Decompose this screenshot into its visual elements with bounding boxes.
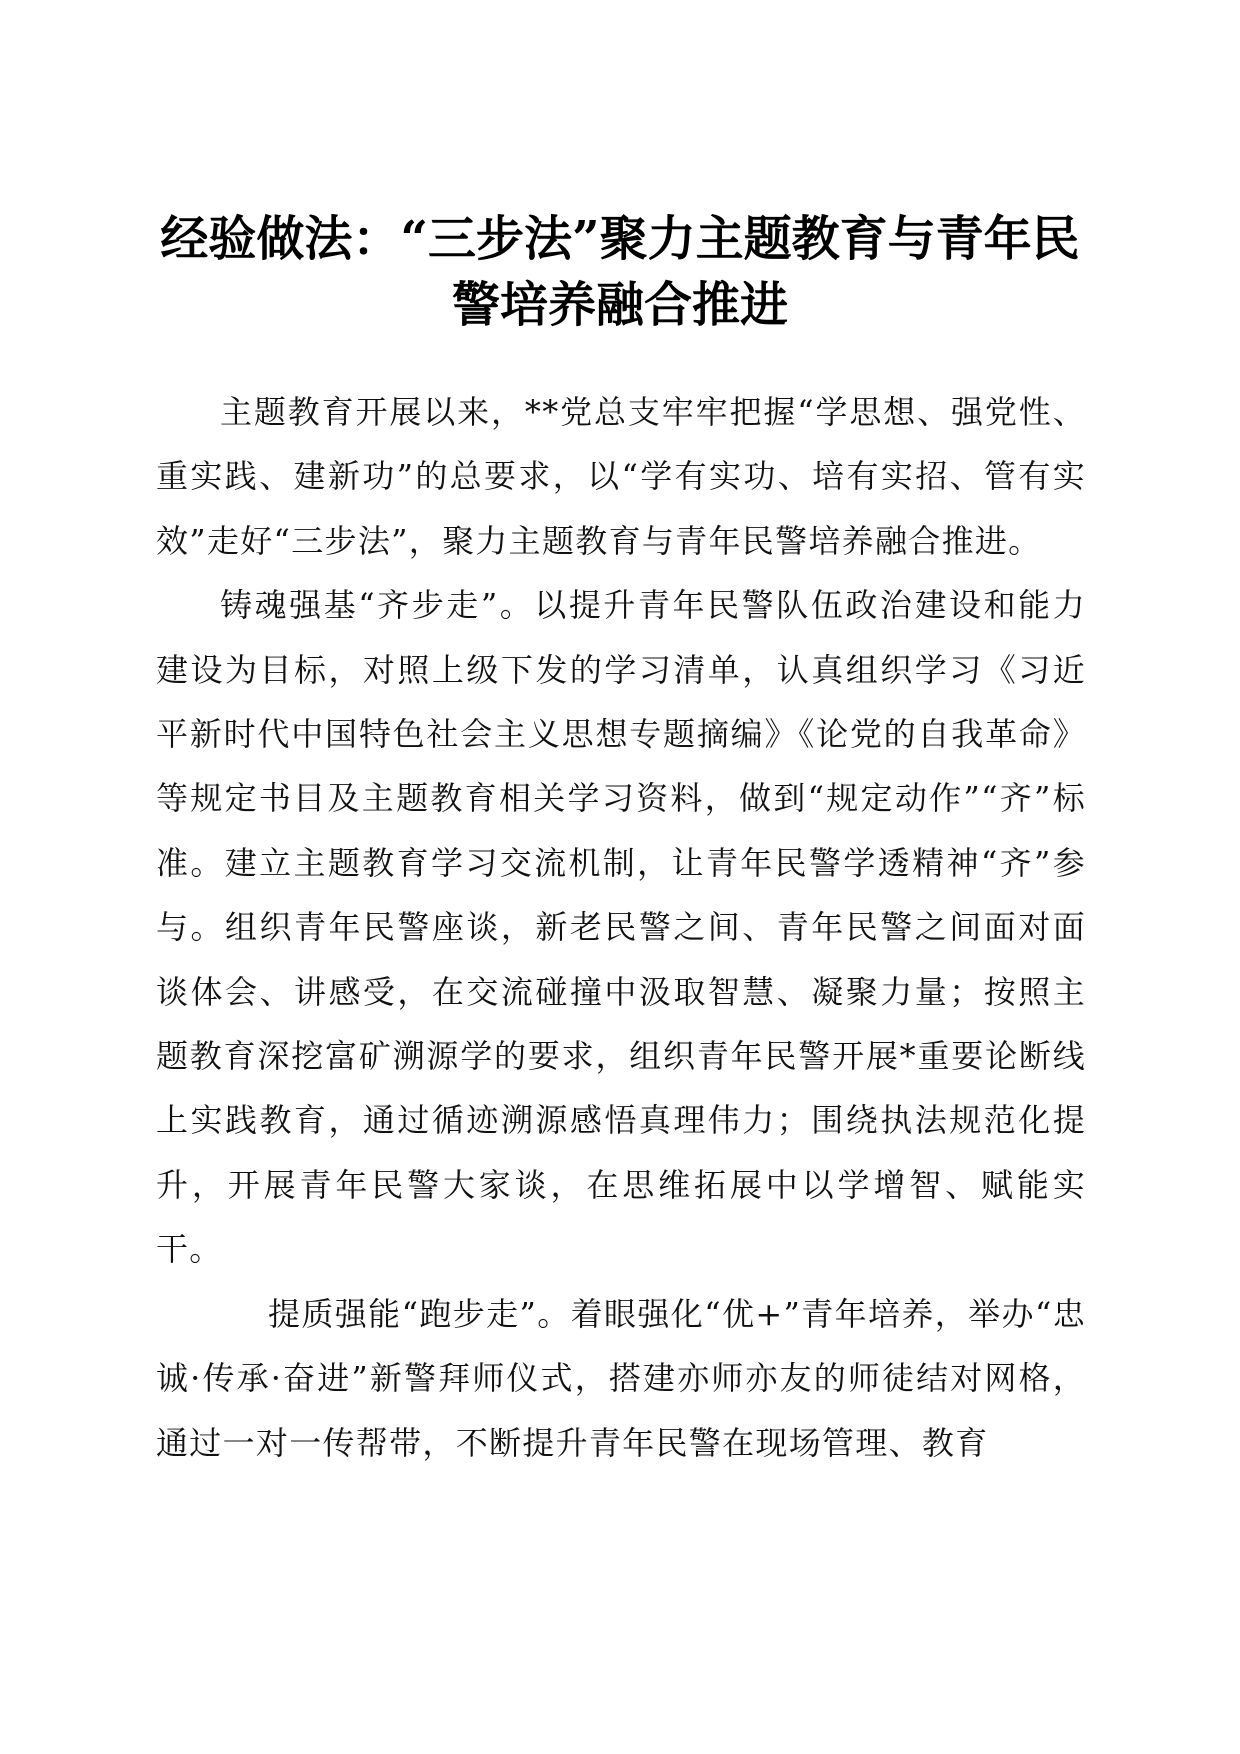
paragraph-intro: 主题教育开展以来，**党总支牢牢把握“学思想、强党性、重实践、建新功”的总要求，以“学有实功、培有实招、管有实效”走好“三步法”，聚力主题教育与青年民警培养融合推进。 — [156, 393, 1086, 560]
document-title — [150, 206, 1090, 338]
title-line-2: 警培养融合推进 — [451, 277, 788, 333]
document-body — [156, 380, 1086, 1475]
paragraph-section-1: 铸魂强基“齐步走”。以提升青年民警队伍政治建设和能力建设为目标，对照上级下发的学习清单，认真组织学习《习近平新时代中国特色社会主义思想专题摘编》《论党的自我革命》等规定书目及主题教育相关学习资料，做到“规定动作”“齐”标准。建立主题教育学习交流机制，让青年民警学透精神“齐”参与。组织青年民警座谈，新老民警之间、青年民警之间面对面谈体会、讲感受，在交流碰撞中汲取智慧、凝聚力量；按照主题教育深挖富矿溯源学的要求，组织青年民警开展*重要论断线上实践教育，通过循迹溯源感悟真理伟力；围绕执法规范化提升，开展青年民警大家谈，在思维拓展中以学增智、赋能实干。 — [156, 586, 1086, 1269]
title-line-1: 经验做法：“三步法”聚力主题教育与青年民 — [160, 211, 1080, 267]
paragraph-section-2: 提质强能“跑步走”。着眼强化“优+”青年培养，举办“忠诚·传承·奋进”新警拜师仪式，搭建亦师亦友的师徒结对网格，通过一对一传帮带，不断提升青年民警在现场管理、教育 — [156, 1294, 1086, 1462]
